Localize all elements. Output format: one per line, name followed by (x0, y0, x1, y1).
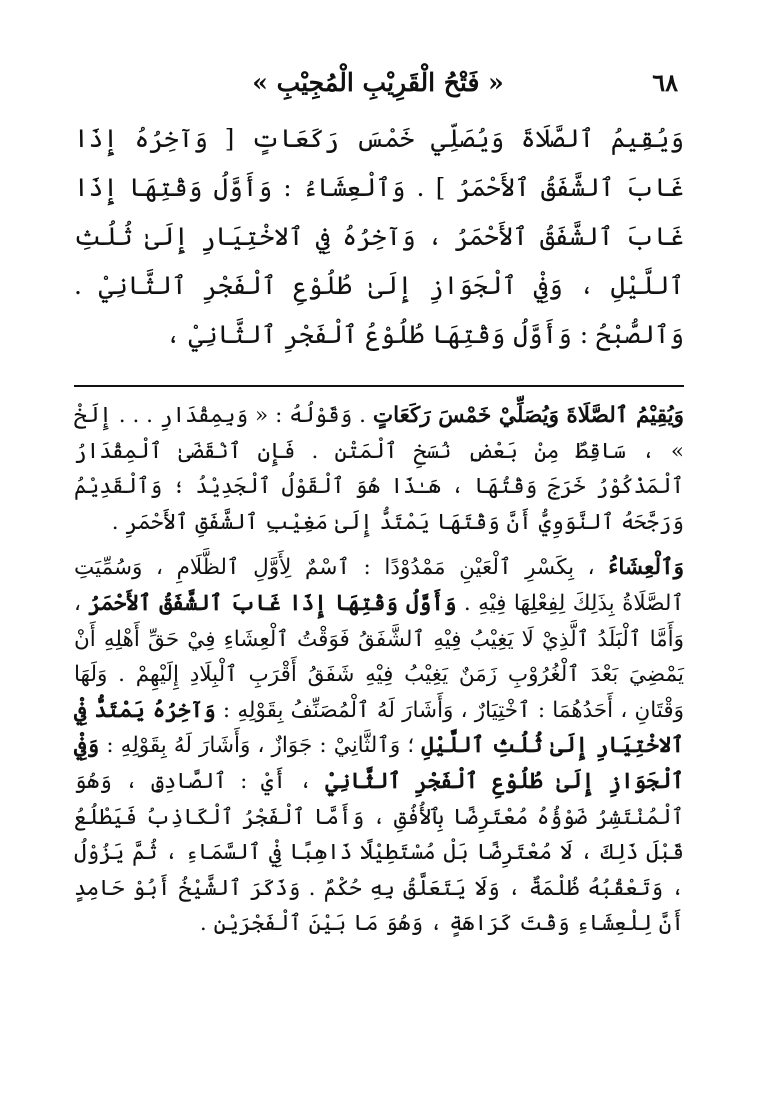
quoted-matn: وَآخِرُهُ يَمْتَدُّ فِيْ ٱلاخْتِيَارِ إِلَىٰ ثُلُثِ ٱللَّيْلِ (74, 697, 684, 759)
commentary-paragraph (74, 398, 684, 540)
matn-text (74, 114, 684, 359)
quoted-matn: وَفِيْ ٱلْجَوَازِ إِلَىٰ طُلُوْعِ ٱلْفَجْرِ ٱلثَّانِيْ (74, 733, 684, 794)
running-title: « فَتْحُ الْقَرِيْبِ الْمُجِيْبِ » (252, 68, 504, 97)
quoted-matn: وَٱلْعِشَاءُ (608, 555, 684, 581)
commentary-span: ، أَيْ : ٱلصَّادِقِ ، وَهُوَ ٱلْمُنْتَشِرُ ضَوْؤُهُ مُعْتَرِضًا بِٱلأُفُقِ ، وَأَمَّا ٱلْفَجْرُ ٱلْكَاذِبُ فَيَطْلُعُ قَبْلَ ذَلِكَ ، لَا مُعْتَرِضًا بَلْ مُسْتَطِيْلًا ذَاهِبًا فِيْ ٱلسَّمَاءِ ، ثُمَّ يَزُوْلُ ، وَتَعْقُبُهُ ظُلْمَةٌ ، وَلَا يَتَعَلَّقُ بِهِ حُكْمٌ . وَذَكَرَ ٱلشَّيْخُ أَبُوْ حَامِدٍ أَنَّ لِلْعِشَاءِ وَقْتَ كَرَاهَةٍ ، وَهُوَ مَا بَيْنَ ٱلْفَجْرَيْنِ . (74, 768, 684, 937)
quoted-matn: وَأَوَّلُ وَقْتِهَا إِذَا غَابَ ٱلشَّفَقُ ٱلأَحْمَرُ (88, 590, 457, 616)
quoted-matn: وَيُقِيْمُ ٱلصَّلَاةَ وَيُصَلِّيْ خَمْسَ رَكَعَاتٍ (372, 403, 684, 428)
page-number: ٦٨ (652, 68, 678, 97)
commentary-span: ؛ وَٱلثَّانِيْ : جَوَازٌ ، وَأَشَارَ لَهُ بِقَوْلِهِ : (99, 733, 422, 759)
commentary-span: . وَقَوْلُهُ : « وَبِمِقْدَارِ . . . إِلَخْ » ، سَاقِطٌ مِنْ بَعْضِ نُسَخِ ٱلْمَتْنِ . فَإِنِ ٱنْقَضَىٰ ٱلْمِقْدَارُ ٱلْمَذْكُوْرُ خَرَجَ وَقْتُهَا ، هَـٰذَا هُوَ ٱلْقَوْلُ ٱلْجَدِيْدُ ؛ وَٱلْقَدِيْمُ وَرَجَّحَهُ ٱلنَّوَوِيُّ أَنَّ وَقْتَهَا يَمْتَدُّ إِلَىٰ مَغِيْبِ ٱلشَّفَقِ ٱلأَحْمَرِ . (74, 403, 684, 535)
commentary-span: ، بِكَسْرِ ٱلْعَيْنِ مَمْدُوْدًا : ٱسْمٌ لِأَوَّلِ ٱلظَّلَامِ ، وَسُمِّيَتِ ٱلصَّلَاةُ بِذَلِكَ لِفِعْلِهَا فِيْهِ . (74, 555, 684, 616)
section-divider (74, 385, 684, 387)
commentary-span: ، وَأَمَّا ٱلْبَلَدُ ٱلَّذِيْ لَا يَغِيْبُ فِيْهِ ٱلشَّفَقُ فَوَقْتُ ٱلْعِشَاءِ فِيْ حَقِّ أَهْلِهِ أَنْ يَمْضِيَ بَعْدَ ٱلْغُرُوْبِ زَمَنٌ يَغِيْبُ فِيْهِ شَفَقُ أَقْرَبِ ٱلْبِلَادِ إِلَيْهِمْ . وَلَهَا وَقْتَانِ ، أَحَدُهُمَا : ٱخْتِيَارٌ ، وَأَشَارَ لَهُ ٱلْمُصَنِّفُ بِقَوْلِهِ : (74, 590, 684, 723)
commentary-paragraph (74, 550, 684, 942)
page-header (78, 62, 678, 112)
matn-paragraph: وَيُقِيمُ ٱلصَّلَاةَ وَيُصَلِّي خَمْسَ رَكَعَاتٍ [ وَآخِرُهُ إِذَا غَابَ ٱلشَّفَقُ ٱلأَحْمَرُ ] . وَٱلْعِشَاءُ : وَأَوَّلُ وَقْتِهَا إِذَا غَابَ ٱلشَّفَقُ ٱلأَحْمَرُ ، وَآخِرُهُ فِي ٱلاخْتِيَارِ إِلَىٰ ثُلُثِ ٱللَّيْلِ ، وَفِيْ ٱلْجَوَازِ إِلَىٰ طُلُوْعِ ٱلْفَجْرِ ٱلثَّانِيْ . وَٱلصُّبْحُ : وَأَوَّلُ وَقْتِهَا طُلُوْعُ ٱلْفَجْرِ ٱلثَّانِيْ ، (74, 124, 684, 349)
commentary-text (74, 398, 684, 942)
